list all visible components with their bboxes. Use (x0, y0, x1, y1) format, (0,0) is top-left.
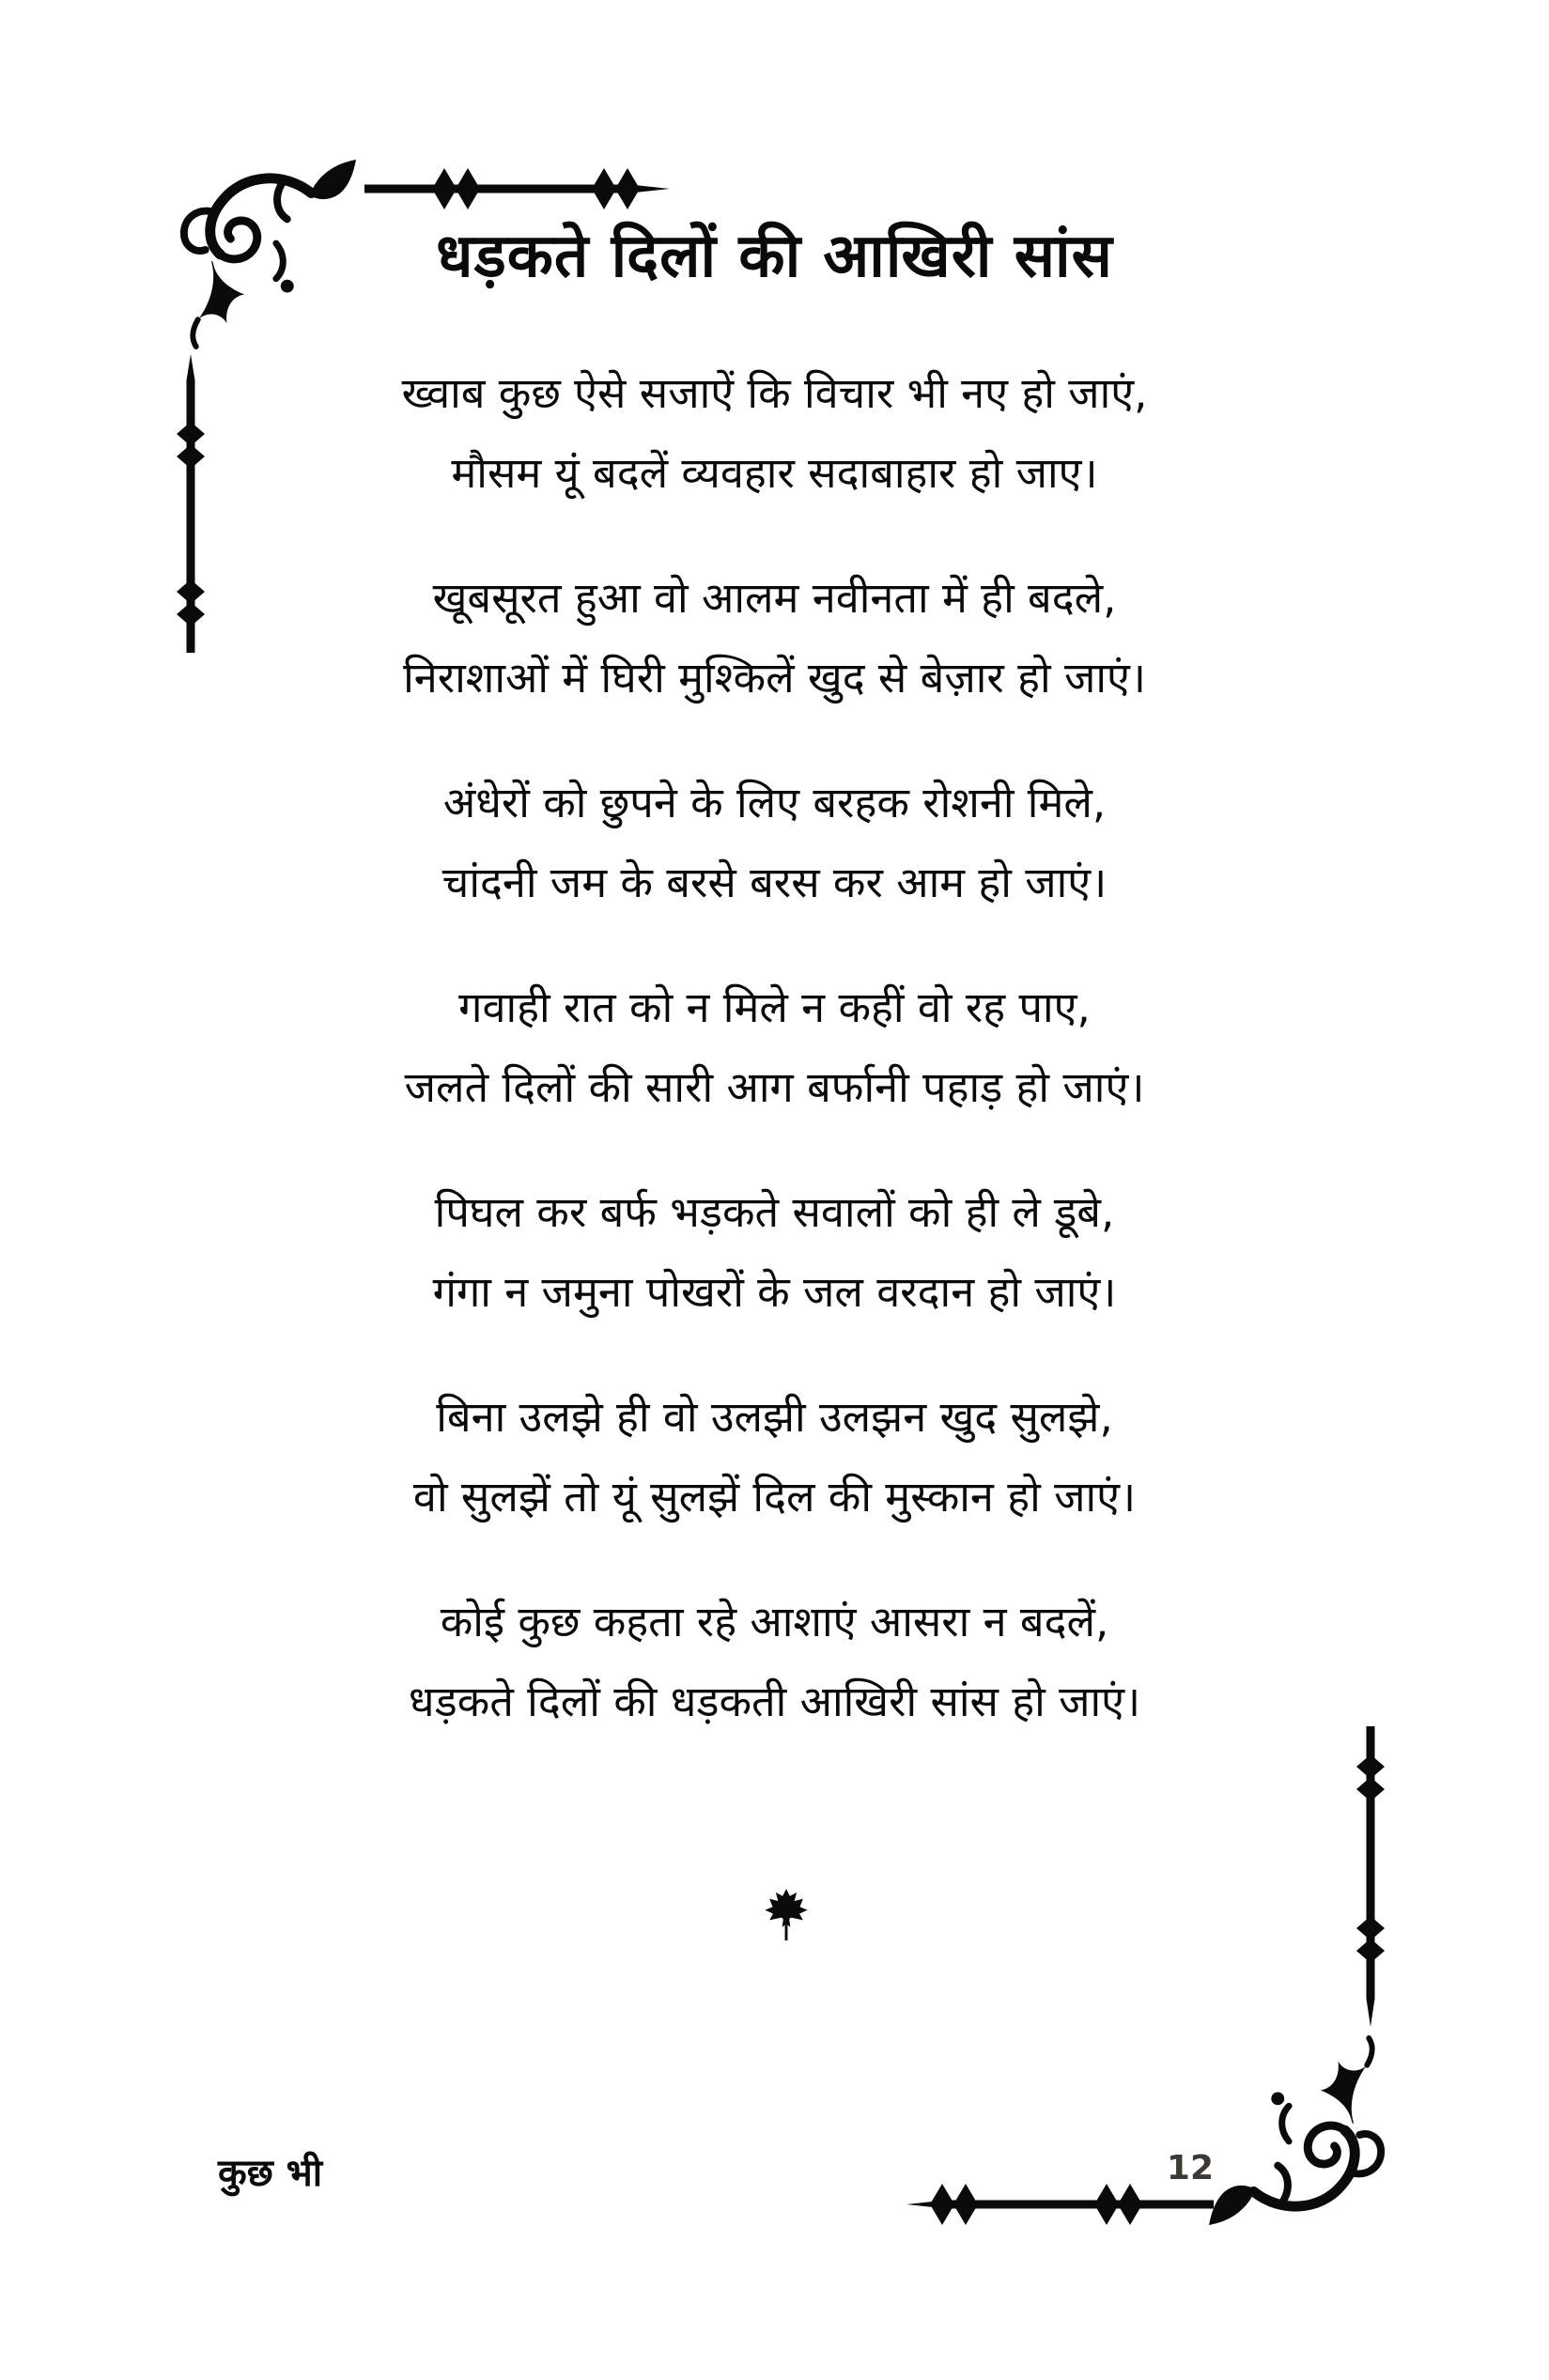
diamond-ornament (953, 2184, 978, 2225)
poem-line: धड़कते दिलों की धड़कती आखिरी सांस हो जाएं। (408, 1677, 1141, 1726)
poem-line: पिघल कर बर्फ भड़कते सवालों को ही ले डूबे, (434, 1187, 1115, 1237)
poem-line: जलते दिलों की सारी आग बर्फानी पहाड़ हो जाएं। (404, 1062, 1145, 1112)
stanza (0, 558, 1549, 718)
corner-flourish-bottom-right-icon (1207, 2034, 1393, 2232)
poem-line: बिना उलझे ही वो उलझी उलझन खुद सुलझे, (436, 1392, 1113, 1442)
poem-line: वो सुलझें तो यूं सुलझें दिल की मुस्कान हो जाएं। (412, 1472, 1137, 1522)
poem-line: चांदनी जम के बरसे बरस कर आम हो जाएं। (441, 858, 1108, 907)
stanza (0, 353, 1549, 513)
poem-body (0, 353, 1549, 1786)
diamond-ornament (1094, 2184, 1119, 2225)
poem-line: निराशाओं में घिरी मुश्किलें खुद से बेज़ार हो जाएं। (403, 653, 1146, 703)
poem-line: अंधेरों को छुपने के लिए बरहक रोशनी मिले, (442, 778, 1107, 827)
diamond-ornament (1356, 1777, 1385, 1801)
maple-leaf-icon (763, 1888, 810, 1942)
diamond-ornament (1356, 1916, 1385, 1940)
stanza (0, 967, 1549, 1127)
diamond-ornament (1356, 1939, 1385, 1963)
poem-line: मौसम यूं बदलें व्यवहार सदाबाहार हो जाए। (451, 448, 1098, 498)
page-number: 12 (1166, 2149, 1214, 2187)
footer-book-title: कुछ भी (218, 2152, 323, 2195)
poem-line: ख्वाब कुछ ऐसे सजाऐं कि विचार भी नए हो जाएं, (401, 368, 1148, 418)
diamond-ornament (1356, 1754, 1385, 1779)
diamond-ornament (615, 168, 640, 209)
right-border-rule (1354, 1726, 1387, 2027)
diamond-ornament (432, 168, 457, 209)
poem-line: खूबसूरत हुआ वो आलम नवीनता में ही बदले, (432, 573, 1117, 623)
diamond-ornament (456, 168, 480, 209)
poem-line: कोई कुछ कहता रहे आशाएं आसरा न बदलें, (440, 1597, 1109, 1646)
stanza (0, 1582, 1549, 1741)
stanza (0, 1377, 1549, 1537)
stanza (0, 1172, 1549, 1332)
top-divider-rule (364, 170, 670, 208)
diamond-ornament (1118, 2184, 1142, 2225)
poem-line: गंगा न जमुना पोखरों के जल वरदान हो जाएं। (432, 1267, 1117, 1317)
poem-line: गवाही रात को न मिले न कहीं वो रह पाए, (458, 982, 1091, 1032)
bottom-divider-rule (906, 2186, 1214, 2223)
stanza (0, 763, 1549, 922)
diamond-ornament (592, 168, 616, 209)
diamond-ornament (930, 2184, 954, 2225)
poem-title: धड़कते दिलों की आखिरी सांस (436, 222, 1113, 291)
